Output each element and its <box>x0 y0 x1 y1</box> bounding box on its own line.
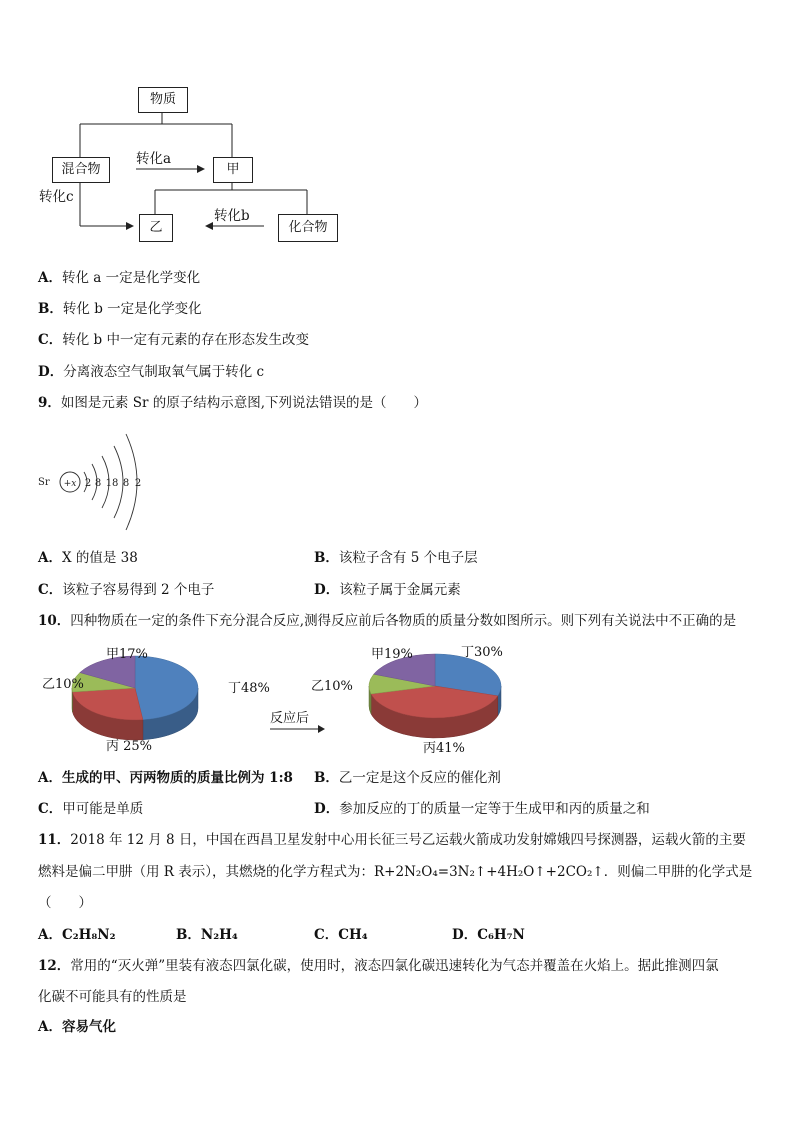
pie-0-label-yi: 乙10% <box>42 677 84 692</box>
q11-option-d: D．C₆H₇N <box>452 927 525 943</box>
pie-1-label-ding: 丁30% <box>461 645 503 660</box>
pie-1-label-bing: 丙41% <box>423 741 465 756</box>
atom-symbol: Sr <box>38 477 50 488</box>
q11-line1: 11．2018 年 12 月 8 日，中国在西昌卫星发射中心用长征三号乙运载火箭成功发射嫦娥四号探测器，运载火箭的主要 <box>38 832 746 848</box>
q11-option-a: A．C₂H₈N₂ <box>38 927 116 943</box>
classification-diagram <box>0 0 794 260</box>
reaction-arrow-label: 反应后 <box>270 711 310 726</box>
q9-stem: 9．如图是元素 Sr 的原子结构示意图,下列说法错误的是（ ） <box>38 395 427 411</box>
pie-1-label-jia: 甲19% <box>371 647 413 662</box>
node-mixture: 混合物 <box>52 157 110 183</box>
shell-2-count: 8 <box>94 478 102 489</box>
q8-option-d: D．分离液态空气制取氧气属于转化 c <box>38 364 265 380</box>
q12-option-a: A．容易气化 <box>38 1019 116 1035</box>
q10-option-a: A．生成的甲、丙两物质的质量比例为 1:8 <box>38 770 293 786</box>
pie-chart-before <box>40 640 290 760</box>
q9-option-b: B．该粒子含有 5 个电子层 <box>314 550 478 566</box>
q11-line2: 燃料是偏二甲肼（用 R 表示），其燃烧的化学方程式为：R+2N₂O₄=3N₂↑+4H₂O↑+2CO₂↑．则偏二甲肼的化学式是 <box>38 864 753 880</box>
arrow-label-b: 转化b <box>214 208 250 224</box>
q8-option-a: A．转化 a 一定是化学变化 <box>38 270 201 286</box>
node-jia: 甲 <box>213 157 253 183</box>
q11-line3: （ ） <box>38 895 92 911</box>
q10-stem: 10．四种物质在一定的条件下充分混合反应,测得反应前后各物质的质量分数如图所示。则下列有关说法中不正确的是 <box>38 613 737 629</box>
arrow-label-a: 转化a <box>136 151 172 167</box>
q10-option-d: D．参加反应的丁的质量一定等于生成甲和丙的质量之和 <box>314 801 650 817</box>
node-substance: 物质 <box>138 87 188 113</box>
q12-line1: 12．常用的“灭火弹”里装有液态四氯化碳，使用时，液态四氯化碳迅速转化为气态并覆盖在火焰上。据此推测四氯 <box>38 958 719 974</box>
node-compound: 化合物 <box>278 214 338 242</box>
pie-chart-after <box>305 638 525 762</box>
q9-option-a: A．X 的值是 38 <box>38 550 138 566</box>
q11-option-b: B．N₂H₄ <box>176 927 238 943</box>
reaction-arrow <box>268 724 328 734</box>
q9-option-d: D．该粒子属于金属元素 <box>314 582 461 598</box>
pie-0-label-bing: 丙 25% <box>106 739 153 754</box>
shell-5-count: 2 <box>134 478 142 489</box>
pie-1-label-yi: 乙10% <box>311 679 353 694</box>
nucleus-charge: +x <box>63 479 77 489</box>
atom-structure-diagram <box>30 428 170 538</box>
q8-option-c: C．转化 b 中一定有元素的存在形态发生改变 <box>38 332 309 348</box>
shell-4-count: 8 <box>122 478 130 489</box>
q9-option-c: C．该粒子容易得到 2 个电子 <box>38 582 215 598</box>
combustion-equation: R+2N₂O₄=3N₂↑+4H₂O↑+2CO₂↑ <box>374 864 604 880</box>
pie-0-label-ding: 丁48% <box>228 681 270 696</box>
q12-line2: 化碳不可能具有的性质是 <box>38 989 187 1005</box>
shell-3-count: 18 <box>105 478 119 489</box>
node-yi: 乙 <box>139 214 173 242</box>
q10-option-b: B．乙一定是这个反应的催化剂 <box>314 770 501 786</box>
pie-0-label-jia: 甲17% <box>106 647 148 662</box>
arrow-label-c: 转化c <box>39 189 74 205</box>
q10-option-c: C．甲可能是单质 <box>38 801 144 817</box>
q8-option-b: B．转化 b 一定是化学变化 <box>38 301 202 317</box>
q11-option-c: C．CH₄ <box>314 927 368 943</box>
shell-1-count: 2 <box>84 478 92 489</box>
